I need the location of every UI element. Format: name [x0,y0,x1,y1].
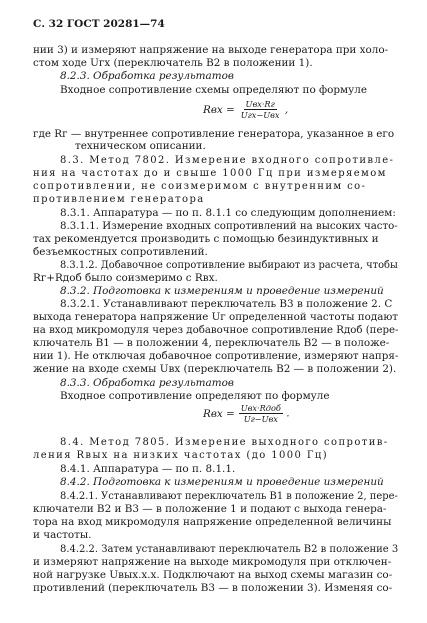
section-heading: 8.2.3. Обработка результатов [60,70,234,82]
formula-denominator: Uгх−Uвх [240,110,280,120]
formula-tail: . [286,407,290,420]
text-line: ключатели В2 и В3 — в положение 1 и подают с выхода генера- [33,503,387,515]
text-line: стом ходе Uгх (переключатель В2 в положении 1). [33,57,313,69]
text-line: выхода генератора напряжение Uг определенной частоты подают [33,311,399,323]
method-heading: сопротивлении, не соизмеримом с внутренним со- [33,181,367,192]
section-heading: 8.3.3. Обработка результатов [60,377,234,389]
formula-numerator: Uвх·Rдоб [240,403,281,413]
text-line: Входное сопротивление определяют по формуле [60,390,330,402]
section-heading: 8.3.2. Подготовка к измерениям и проведение измерений [60,285,384,297]
method-heading: ления Rвых на низких частотах (до 1000 Гц) [33,450,329,461]
formula-lhs: Rвх = [203,407,235,420]
formula-input-resistance-added [203,403,290,424]
text-line: техническом описании. [75,140,206,152]
text-line: ной нагрузке Uвых.х.х. Подключают на выход схемы магазин со- [33,569,393,581]
formula-denominator: Uг−Uвх [243,414,278,424]
text-line: 8.3.1.2. Добавочное сопротивление выбирают из расчета, чтобы [60,259,398,271]
text-line: нии 1). Не отключая добавочное сопротивление, измеряют напря- [33,350,399,362]
formula-numerator: Uвх·Rг [245,99,275,109]
formula-lhs: Rвх = [203,103,235,116]
text-line: 8.4.1. Аппаратура — по п. 8.1.1. [60,463,236,475]
text-line: где Rг — внутреннее сопротивление генератора, указанное в его [33,128,395,140]
method-heading: противлением генератора [33,194,205,205]
text-line: 8.4.2.1. Устанавливают переключатель В1 в положение 2, пере- [60,490,398,502]
method-heading: 8.3. Метод 7802. Измерение входного сопротивле- [60,155,395,166]
text-line: и измеряют напряжение на выходе микромодуля при отключен- [33,556,392,568]
text-line: 8.4.2.2. Затем устанавливают переключатель В2 в положение 3 [60,543,399,555]
text-line: Rг+Rдоб было соизмеримо с Rвх. [33,272,218,284]
text-line: на вход микромодуля через добавочное сопротивление Rдоб (пере- [33,324,399,336]
text-line: жение на входе схемы Uвх (переключатель В2 — в положении 2). [33,363,397,375]
text-line: Входное сопротивление схемы определяют по формуле [60,84,368,96]
section-heading: 8.4.2. Подготовка к измерениям и проведение измерений [60,476,384,488]
text-line: ключатель В1 — в положении 4, переключатель В2 — в положе- [33,337,390,349]
text-line: противлений (переключатель В3 — в положении 3). Изменяя со- [33,582,393,594]
text-line: тора на вход микромодуля напряжение определенной величины [33,516,392,528]
text-line: нии 3) и измеряют напряжение на выходе генератора при холо- [33,44,389,56]
formula-input-resistance [203,99,288,120]
text-line: 8.3.1.1. Измерение входных сопротивлений на высоких часто- [60,220,398,232]
text-line: тах рекомендуется производить с помощью безиндуктивных и [33,233,379,245]
text-line: 8.3.2.1. Устанавливают переключатель В3 в положение 2. С [60,298,393,310]
method-heading: ния на частотах до и свыше 1000 Гц при измеряемом [33,168,387,179]
text-line: 8.3.1. Аппаратура — по п. 8.1.1 со следующим дополнением: [60,207,396,219]
text-line: безъемкостных сопротивлений. [33,246,208,258]
method-heading: 8.4. Метод 7805. Измерение выходного сопротив- [60,437,389,448]
page-header: С. 32 ГОСТ 20281—74 [33,18,165,30]
text-line: и частоты. [33,529,92,541]
formula-tail: , [284,103,289,116]
